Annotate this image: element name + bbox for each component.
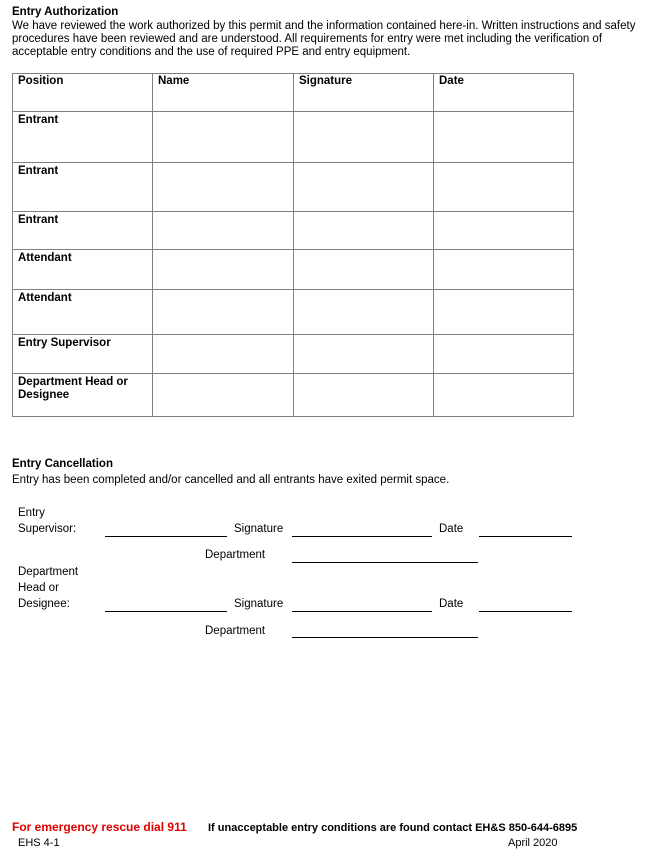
date-cell[interactable] xyxy=(434,250,574,290)
form-revision-date: April 2020 xyxy=(508,837,558,849)
position-cell: Attendant xyxy=(13,250,153,290)
department-head-department-label: Department xyxy=(205,625,266,637)
supervisor-signature-line[interactable] xyxy=(292,536,432,537)
department-head-date-label: Date xyxy=(439,598,464,610)
position-cell: Entrant xyxy=(13,163,153,212)
date-cell[interactable] xyxy=(434,112,574,163)
signature-cell[interactable] xyxy=(294,212,434,250)
name-cell[interactable] xyxy=(153,163,294,212)
date-cell[interactable] xyxy=(434,290,574,335)
signature-cell[interactable] xyxy=(294,163,434,212)
entry-authorization-table xyxy=(12,73,574,417)
signature-cell[interactable] xyxy=(294,290,434,335)
name-cell[interactable] xyxy=(153,250,294,290)
department-head-date-line[interactable] xyxy=(479,611,572,612)
supervisor-date-label: Date xyxy=(439,523,464,535)
form-code: EHS 4-1 xyxy=(18,837,60,849)
name-cell[interactable] xyxy=(153,212,294,250)
signature-cell[interactable] xyxy=(294,335,434,374)
entry-authorization-title: Entry Authorization xyxy=(12,6,119,18)
table-row xyxy=(13,212,574,250)
name-cell[interactable] xyxy=(153,374,294,417)
name-cell[interactable] xyxy=(153,112,294,163)
column-header-signature: Signature xyxy=(294,74,434,112)
date-cell[interactable] xyxy=(434,374,574,417)
table-row xyxy=(13,112,574,163)
supervisor-signature-label: Signature xyxy=(234,523,284,535)
position-cell: Attendant xyxy=(13,290,153,335)
signature-cell[interactable] xyxy=(294,250,434,290)
entry-supervisor-label: Entry Supervisor: xyxy=(18,507,77,535)
date-cell[interactable] xyxy=(434,335,574,374)
department-head-label: Department Head or Designee: xyxy=(18,566,79,610)
signature-cell[interactable] xyxy=(294,374,434,417)
position-cell: Entry Supervisor xyxy=(13,335,153,374)
position-cell: Entrant xyxy=(13,112,153,163)
supervisor-department-label: Department xyxy=(205,549,266,561)
department-head-name-line[interactable] xyxy=(105,611,227,612)
date-cell[interactable] xyxy=(434,163,574,212)
emergency-notice: For emergency rescue dial 911 xyxy=(12,820,187,834)
position-cell: Entrant xyxy=(13,212,153,250)
department-head-signature-line[interactable] xyxy=(292,611,432,612)
table-row xyxy=(13,335,574,374)
supervisor-name-line[interactable] xyxy=(105,536,227,537)
department-head-signature-label: Signature xyxy=(234,598,284,610)
entry-authorization-text: We have reviewed the work authorized by this permit and the information contained here-in. Written instructions and safety procedures have been reviewed and are understood. All requirements for entry were met including the verification of acceptable entry conditions and the use of required PPE and entry equipment. xyxy=(12,20,636,58)
supervisor-date-line[interactable] xyxy=(479,536,572,537)
entry-cancellation-title: Entry Cancellation xyxy=(12,458,113,470)
contact-notice: If unacceptable entry conditions are found contact EH&S 850-644-6895 xyxy=(208,822,578,834)
column-header-name: Name xyxy=(153,74,294,112)
name-cell[interactable] xyxy=(153,335,294,374)
column-header-position: Position xyxy=(13,74,153,112)
table-row xyxy=(13,163,574,212)
table-header-row xyxy=(13,74,574,112)
column-header-date: Date xyxy=(434,74,574,112)
table-row xyxy=(13,374,574,417)
entry-cancellation-text: Entry has been completed and/or cancelled and all entrants have exited permit space. xyxy=(12,474,450,486)
supervisor-department-line[interactable] xyxy=(292,562,478,563)
table-row xyxy=(13,250,574,290)
table-row xyxy=(13,290,574,335)
signature-cell[interactable] xyxy=(294,112,434,163)
position-cell: Department Head or Designee xyxy=(13,374,153,417)
department-head-department-line[interactable] xyxy=(292,637,478,638)
date-cell[interactable] xyxy=(434,212,574,250)
name-cell[interactable] xyxy=(153,290,294,335)
